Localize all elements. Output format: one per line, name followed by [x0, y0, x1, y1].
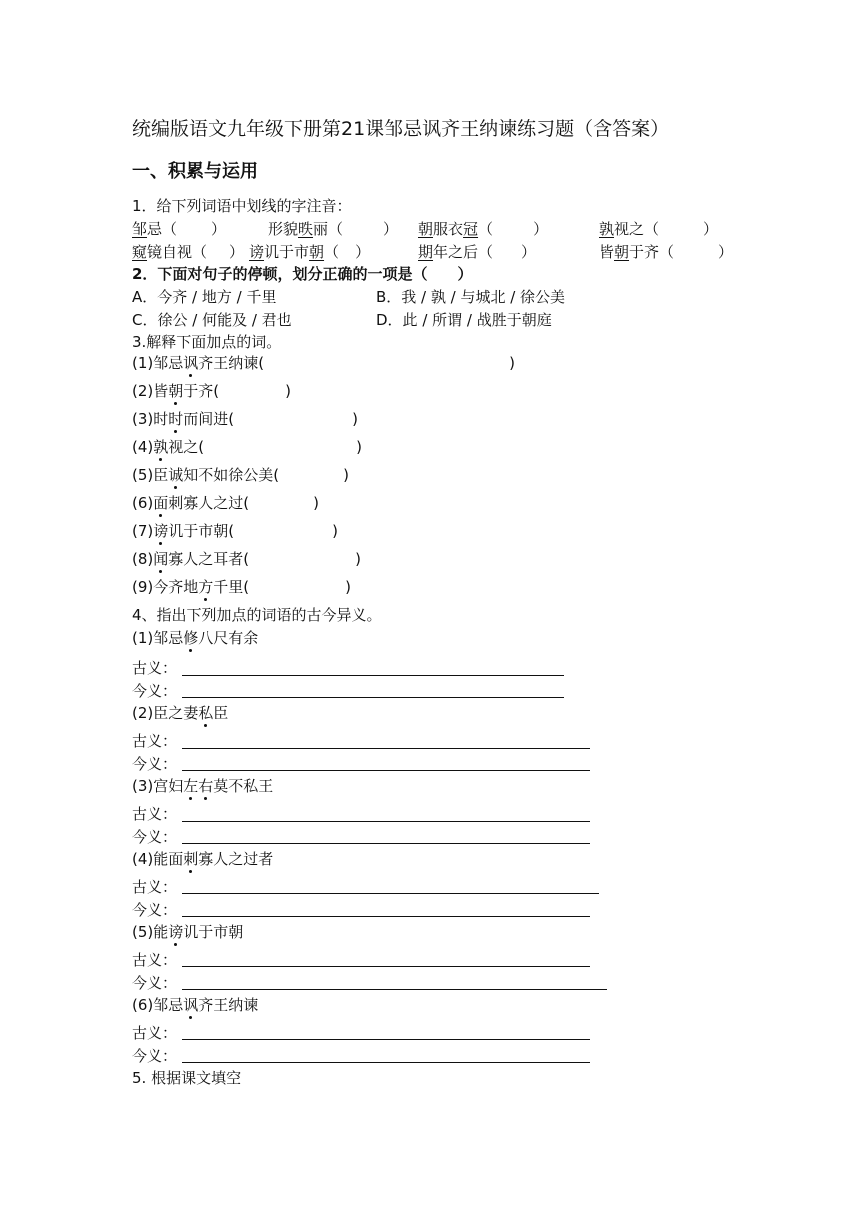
q2-option-c: C．徐公 / 何能及 / 君也: [132, 311, 292, 329]
q4-item-1: (1)邹忌修八尺有余: [132, 629, 259, 647]
q4-1-gu-label: 古义：: [132, 659, 178, 677]
q4-3-jin-line[interactable]: [182, 843, 590, 844]
q4-5-jin-label: 今义：: [132, 974, 178, 992]
q4-item-5: (5)能谤讥于市朝: [132, 923, 244, 941]
q4-item-4: (4)能面刺寡人之过者: [132, 850, 274, 868]
q1-item-6: 谤讥于市朝（ ）: [249, 243, 371, 261]
q1-item-4: 孰视之（ ）: [599, 220, 719, 238]
q3-item-1: (1)邹忌讽齐王纳谏( ): [132, 354, 515, 372]
q4-item-3: (3)宫妇左右莫不私王: [132, 777, 274, 795]
q4-1-jin-line[interactable]: [182, 697, 564, 698]
q4-3-gu-line[interactable]: [182, 821, 590, 822]
q4-stem: 4、指出下列加点的词语的古今异义。: [132, 606, 382, 624]
q1-item-3: 朝服衣冠（ ）: [418, 220, 549, 238]
q2-option-a: A．今齐 / 地方 / 千里: [132, 288, 277, 306]
q3-item-2: (2)皆朝于齐( ): [132, 382, 291, 400]
q2-option-d: D．此 / 所谓 / 战胜于朝庭: [376, 311, 552, 329]
q4-5-gu-line[interactable]: [182, 966, 590, 967]
q3-item-7: (7)谤讥于市朝( ): [132, 522, 338, 540]
section-heading: 一、积累与运用: [132, 161, 258, 182]
q3-item-9: (9)今齐地方千里( ): [132, 578, 351, 596]
q4-6-jin-line[interactable]: [182, 1062, 590, 1063]
q1-item-7: 期年之后（ ）: [418, 243, 537, 261]
q5-stem: 5. 根据课文填空: [132, 1069, 242, 1087]
q3-item-8: (8)闻寡人之耳者( ): [132, 550, 361, 568]
q4-5-gu-label: 古义：: [132, 951, 178, 969]
q4-4-gu-label: 古义：: [132, 878, 178, 896]
q4-item-2: (2)臣之妻私臣: [132, 704, 229, 722]
q4-2-jin-label: 今义：: [132, 755, 178, 773]
q4-item-6: (6)邹忌讽齐王纳谏: [132, 996, 259, 1014]
q4-4-gu-line[interactable]: [182, 893, 599, 894]
q4-4-jin-line[interactable]: [182, 916, 590, 917]
q4-1-gu-line[interactable]: [182, 675, 564, 676]
q4-6-gu-line[interactable]: [182, 1039, 590, 1040]
q4-6-jin-label: 今义：: [132, 1047, 178, 1065]
q3-item-5: (5)臣诚知不如徐公美( ): [132, 466, 349, 484]
q4-2-jin-line[interactable]: [182, 770, 590, 771]
q4-4-jin-label: 今义：: [132, 901, 178, 919]
q3-stem: 3.解释下面加点的词。: [132, 333, 282, 351]
q4-6-gu-label: 古义：: [132, 1024, 178, 1042]
q4-5-jin-line[interactable]: [182, 989, 607, 990]
q3-item-4: (4)孰视之( ): [132, 438, 362, 456]
q1-item-2: 形貌昳丽（ ）: [268, 220, 399, 238]
q2-stem: 2．下面对句子的停顿，划分正确的一项是（ ）: [132, 265, 473, 283]
q3-item-3: (3)时时而间进( ): [132, 410, 358, 428]
q4-3-jin-label: 今义：: [132, 828, 178, 846]
q4-2-gu-line[interactable]: [182, 748, 590, 749]
q1-item-5: 窥镜自视（ ）: [132, 243, 245, 261]
q4-2-gu-label: 古义：: [132, 732, 178, 750]
q2-option-b: B．我 / 孰 / 与城北 / 徐公美: [376, 288, 566, 306]
q1-stem: 1．给下列词语中划线的字注音：: [132, 197, 352, 215]
q4-1-jin-label: 今义：: [132, 682, 178, 700]
document-title: 统编版语文九年级下册第21课邹忌讽齐王纳谏练习题（含答案）: [132, 118, 670, 140]
q4-3-gu-label: 古义：: [132, 805, 178, 823]
q1-item-1: 邹忌（ ）: [132, 220, 227, 238]
q1-item-8: 皆朝于齐（ ）: [599, 243, 734, 261]
q3-item-6: (6)面刺寡人之过( ): [132, 494, 319, 512]
